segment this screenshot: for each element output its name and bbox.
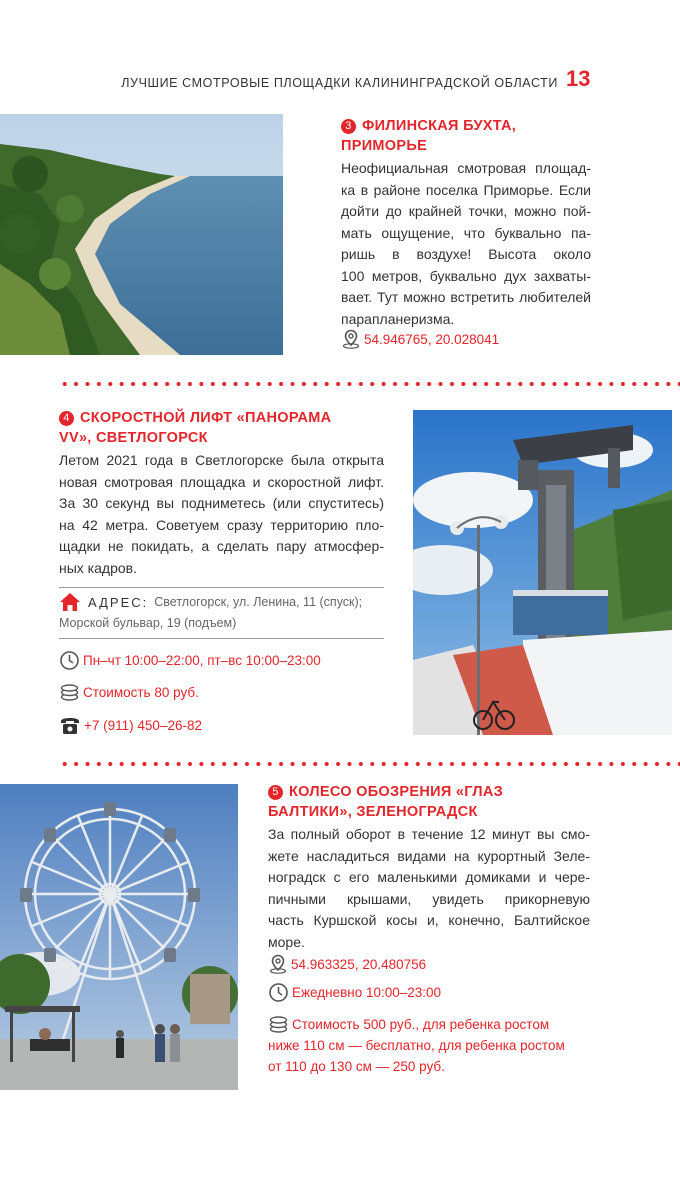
section-4-desc-line: на 42 метра. Советуем сразу территорию пло- [59,516,384,533]
photo-panorama-lift [413,410,672,735]
section-5-desc-line: ноградск с его маленькими домиками и чере- [268,869,590,885]
home-icon [59,592,81,612]
section-5-desc-line: море. [268,933,305,950]
photo-filinskaya-bay [0,114,283,355]
clock-icon [268,982,289,1003]
divider [59,638,384,639]
section-3-title-line1: ФИЛИНСКАЯ БУХТА, [362,118,517,134]
section-3-desc-line: ришь в воздухе! Высота около [341,246,591,262]
section-4-desc-line: Летом 2021 года в Светлогорске была открыта [59,452,384,468]
section-3-number: 3 [341,119,356,134]
section-5-desc-line: жете насладиться видами на курортный Зеле- [268,847,590,864]
section-3-coordinates-row [341,329,499,350]
location-pin-icon [341,329,361,349]
address-line-2: Морской бульвар, 19 (подъем) [59,616,237,630]
section-5-title [268,782,608,822]
section-5-title-line1: КОЛЕСО ОБОЗРЕНИЯ «ГЛАЗ [289,784,504,800]
divider [59,587,384,588]
section-5-description [268,824,590,953]
section-3-coordinates: 54.946765, 20.028041 [364,332,500,347]
section-4-desc-line: За 30 секунд вы подниметесь (или спуститесь) [59,495,384,511]
section-4-title-line2: VV», СВЕТЛОГОРСК [59,430,208,446]
section-3-desc-line: ка в районе поселка Приморье. Если [341,181,591,198]
section-5-number: 5 [268,785,283,800]
address-line-1: Светлогорск, ул. Ленина, 11 (спуск); [154,595,363,609]
section-3-desc-line: Неофициальная смотровая площад- [341,160,591,176]
section-4-desc-line: новая смотровая площадка и скоростной лифт. [59,473,384,490]
phone-icon [59,715,81,735]
section-4-price: Стоимость 80 руб. [83,685,199,700]
section-4-price-row [59,682,199,703]
page-number: 13 [566,66,591,91]
section-4-phone: +7 (911) 450–26-82 [84,718,202,733]
section-5-coordinates: 54.963325, 20.480756 [291,957,427,972]
clock-icon [59,650,80,671]
section-4-phone-row [59,715,202,736]
section-5-price-line: ниже 110 см — бесплатно, для ребенка ростом [268,1038,565,1053]
coins-icon [59,682,80,702]
section-3-title [341,116,661,156]
section-3-desc-line: дойти до крайней точки, можно пой- [341,203,591,219]
section-3-desc-line: вает. Тут можно встретить любителей [341,289,591,305]
section-3-desc-line: парапланеризма. [341,310,455,327]
section-5-price-line: Стоимость 500 руб., для ребенка ростом [292,1017,550,1032]
dotted-separator [59,382,680,386]
address-label: АДРЕС: [88,594,149,610]
section-4-hours-row [59,650,321,671]
section-5-price-block [268,1014,608,1077]
running-header: ЛУЧШИЕ СМОТРОВЫЕ ПЛОЩАДКИ КАЛИНИНГРАДСКОЙ ОБЛАСТИ [121,76,558,90]
section-4-desc-line: щадки не покидать, а сделать пару атмосфер- [59,538,384,554]
section-5-price-line: от 110 до 130 см — 250 руб. [268,1059,445,1074]
section-3-description [341,158,591,330]
section-3-desc-line: мать ощущение, что буквально па- [341,224,591,241]
section-5-desc-line: пичными крышами, увидеть прикорневую [268,890,590,907]
section-5-desc-line: За полный оборот в течение 12 минут вы смо- [268,826,590,842]
section-5-title-line2: БАЛТИКИ», ЗЕЛЕНОГРАДСК [268,804,478,820]
section-4-desc-line: ных кадров. [59,559,137,576]
section-4-title-line1: СКОРОСТНОЙ ЛИФТ «ПАНОРАМА [80,410,332,426]
section-5-coordinates-row [268,954,426,975]
section-3-desc-line: 100 метров, буквально дух захваты- [341,267,591,284]
section-5-hours: Ежедневно 10:00–23:00 [292,985,442,1000]
section-4-number: 4 [59,411,74,426]
section-4-address [59,592,389,633]
section-3-title-line2: ПРИМОРЬЕ [341,138,428,154]
dotted-separator [59,762,680,766]
section-4-title [59,408,399,448]
photo-ferris-wheel [0,784,238,1090]
section-5-desc-line: часть Куршской косы и, конечно, Балтийское [268,912,590,928]
location-pin-icon [268,954,288,974]
coins-icon [268,1014,289,1034]
section-5-hours-row [268,982,441,1003]
section-4-hours: Пн–чт 10:00–22:00, пт–вс 10:00–23:00 [83,653,321,668]
section-4-description [59,450,384,579]
